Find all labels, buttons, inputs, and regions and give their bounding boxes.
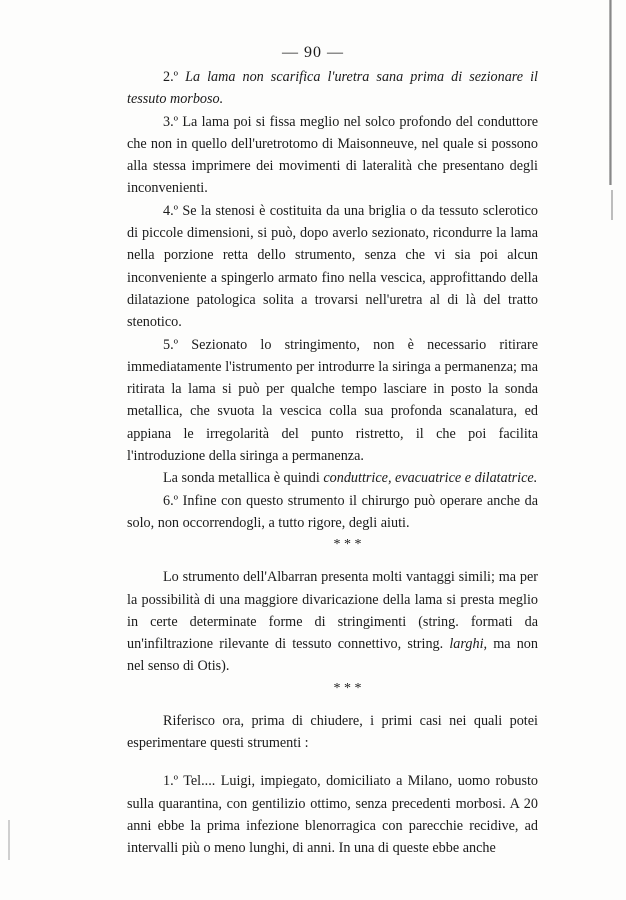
page-edge-shadow: [611, 190, 613, 220]
paragraph-text: Se la stenosi è costituita da una briglia o da tessuto sclerotico di piccole dimensioni, si può, dopo averlo sezionato, ricondurre la lama nella porzione retta dello strumento, senza che vi sia poi alcun inconveniente a spingerlo armato fino nella vescica, approfittando della dilatazione patologica solita a trovarsi nell'uretra al di là del tratto stenotico.: [127, 202, 538, 331]
paragraph-text-italic: larghi,: [449, 636, 488, 653]
section-separator: * * *: [333, 537, 362, 553]
paragraph: [127, 200, 538, 334]
paragraph: [127, 66, 538, 111]
section-separator: * * *: [333, 680, 362, 696]
item-number: 1.º: [163, 773, 179, 790]
paragraph: [127, 490, 538, 535]
paragraph-text: Riferisco ora, prima di chiudere, i primi casi nei quali potei esperimentare questi strumenti :: [127, 712, 538, 752]
paragraph: [127, 111, 538, 200]
page-body: [127, 66, 538, 860]
paragraph-text: Sezionato lo stringimento, non è necessario ritirare immediatamente l'istrumento per introdurre la siringa a permanenza; ma ritirata la lama si può per qualche tempo lasciare in posto la sonda metallica, che svuota la vescica colla sua profonda scanalatura, ed appiana le irregolarità del punto ristretto, il che poi facilita l'introduzione della siringa a permanenza.: [127, 336, 539, 465]
paragraph-text: La lama poi si fissa meglio nel solco profondo del conduttore che non in quello dell'uretrotomo di Maisonneuve, nel quale si possono alla stessa imprimere dei movimenti di lateralità che presentano degli inconvenienti.: [127, 113, 539, 197]
item-number: 3.º: [163, 113, 179, 130]
paragraph: [127, 770, 538, 859]
paragraph-text-italic: conduttrice, evacuatrice e dilatatrice.: [323, 470, 538, 487]
paragraph: [127, 467, 538, 489]
page-edge-shadow: [8, 820, 10, 860]
item-number: 6.º: [163, 492, 179, 509]
paragraph: [127, 710, 538, 755]
paragraph-text: ma non nel senso di Otis).: [127, 636, 538, 675]
paragraph: [127, 334, 538, 468]
paragraph-text: Tel.... Luigi, impiegato, domiciliato a Milano, uomo robusto sulla quarantina, con gentilizio ottimo, senza precedenti morbosi. A 20 anni ebbe la prima infezione blenorragica con parecchie recidive, ad intervalli più o meno lunghi, di anni. In una di queste ebbe anche: [127, 773, 538, 857]
item-number: 2.º: [163, 69, 179, 85]
page-number: — 90 —: [282, 44, 344, 61]
paragraph-text: Infine con questo strumento il chirurgo può operare anche da solo, non occorrendogli, a tutto rigore, degli aiuti.: [127, 492, 538, 531]
page-edge-shadow: [609, 0, 612, 185]
paragraph: [127, 566, 538, 677]
item-number: 5.º: [163, 336, 179, 353]
paragraph-text: Lo strumento dell'Albarran presenta molti vantaggi simili; ma per la possibilità di una maggiore divaricazione della lama si presta meglio in certe determinate forme di stringimenti (string. formati da un'infiltrazione rilevante di tessuto connettivo, string.: [127, 569, 538, 653]
paragraph-text: La lama non scarifica l'uretra sana prima di sezionare il tessuto morboso.: [127, 69, 538, 108]
paragraph-text: La sonda metallica è quindi: [163, 470, 320, 487]
spacer: [127, 754, 538, 770]
item-number: 4.º: [163, 202, 179, 219]
